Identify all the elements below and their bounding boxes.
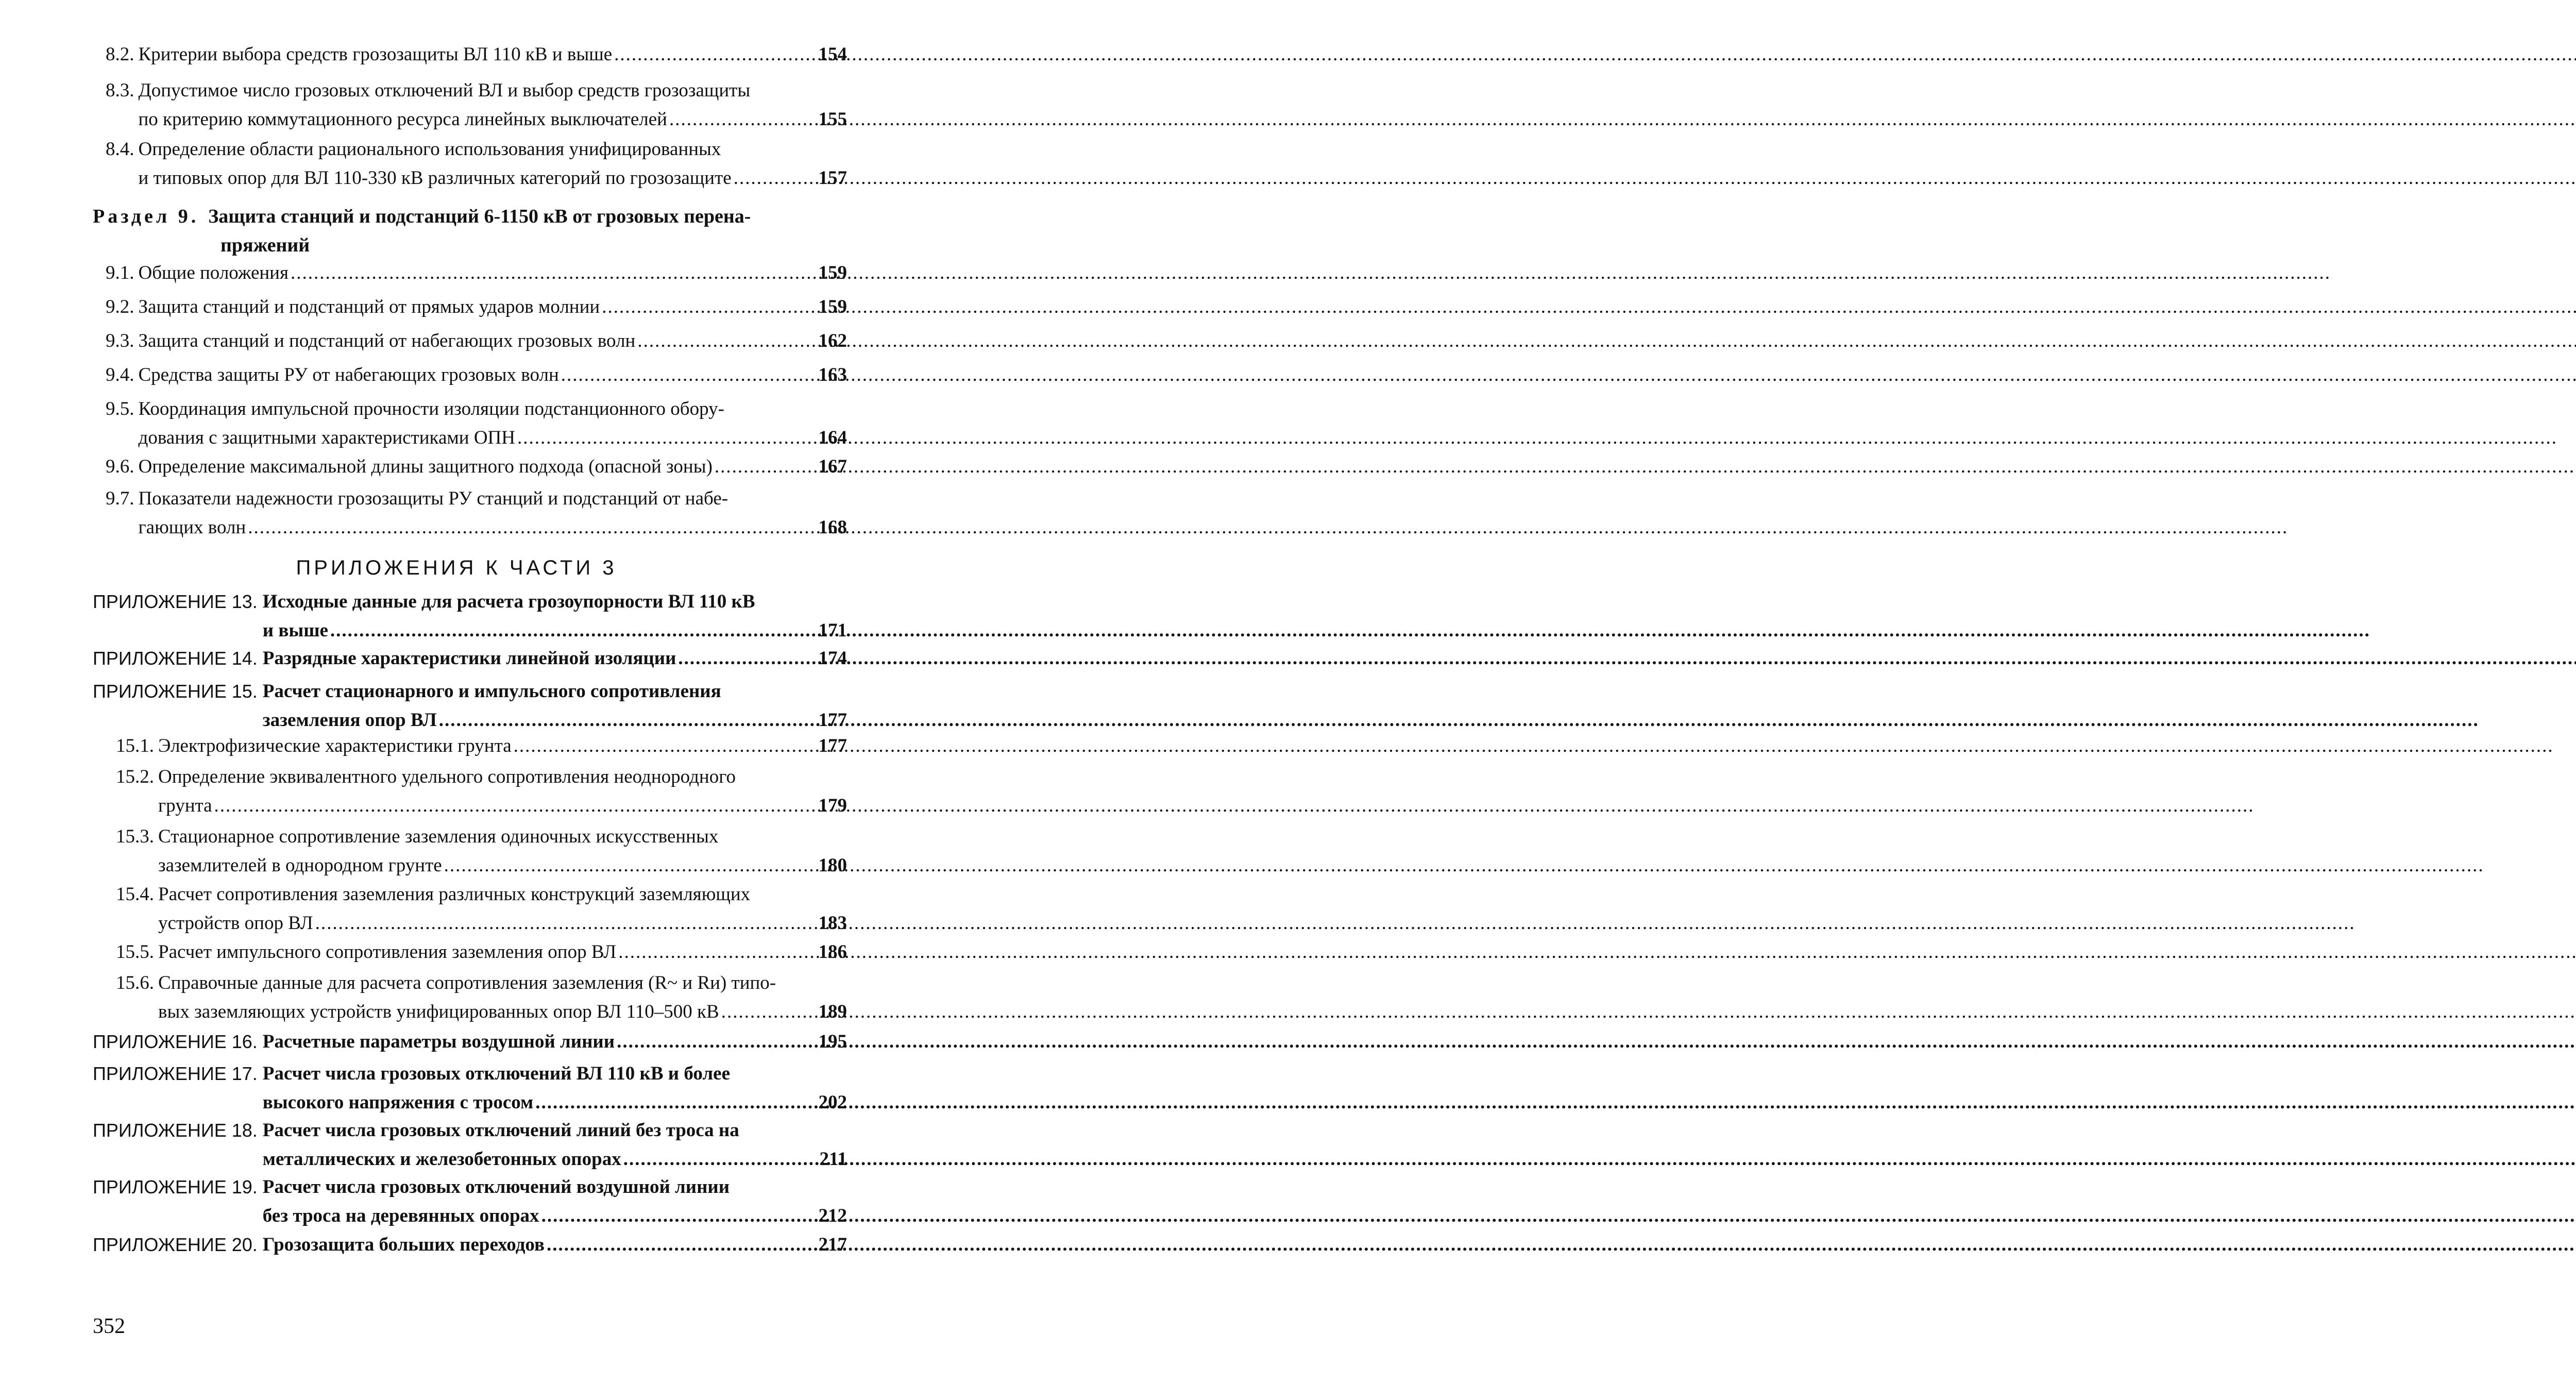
section-title-line2: пряжений [221, 234, 310, 256]
entry-title: Определение эквивалентного удельного сопротивления неоднородного [158, 766, 736, 787]
dot-leader [547, 1230, 817, 1259]
entry-title-continued: устройств опор ВЛ [158, 913, 313, 934]
entry-number: 9.5. [106, 398, 134, 419]
dot-leader [734, 164, 817, 193]
toc-entry-8-3 [106, 76, 847, 134]
appendix-label: ПРИЛОЖЕНИЕ 13. [93, 591, 258, 612]
entry-title-continued: вых заземляющих устройств унифицированных опор ВЛ 110–500 кВ [158, 1001, 719, 1022]
dot-leader [715, 452, 817, 481]
dot-leader [444, 851, 817, 880]
entry-number: 15.3. [116, 826, 154, 847]
appendix-label: ПРИЛОЖЕНИЕ 19. [93, 1176, 258, 1197]
appendix-14 [93, 644, 847, 673]
entry-number: 15.5. [116, 941, 154, 963]
appendix-page: 174 [818, 648, 847, 669]
entry-title: Защита станций и подстанций от прямых ударов молнии [138, 296, 600, 317]
entry-title-continued: дования с защитными характеристиками ОПН [138, 427, 515, 448]
toc-entry-9-6 [106, 452, 847, 481]
section-9-heading [93, 202, 841, 260]
toc-entry-15-4 [116, 880, 847, 938]
entry-page: 186 [818, 941, 847, 963]
entry-title: Средства защиты РУ от набегающих грозовых волн [138, 364, 559, 385]
entry-page: 159 [818, 262, 847, 283]
appendix-label: ПРИЛОЖЕНИЕ 18. [93, 1120, 258, 1141]
appendix-title: Грозозащита больших переходов [262, 1234, 545, 1255]
dot-leader [315, 909, 817, 938]
dot-leader [535, 1088, 816, 1117]
entry-page: 168 [818, 517, 847, 538]
dot-leader [618, 938, 816, 967]
appendix-title-continued: высокого напряжения с тросом [262, 1092, 534, 1113]
dot-leader [721, 998, 817, 1026]
dot-leader [439, 706, 817, 735]
entry-page: 167 [818, 456, 847, 477]
entry-page: 189 [818, 1001, 847, 1022]
toc-entry-9-4 [106, 361, 847, 390]
entry-number: 8.4. [106, 139, 134, 160]
entry-title: Показатели надежности грозозащиты РУ станций и подстанций от набе- [138, 488, 728, 509]
entry-title-continued: гающих волн [138, 517, 246, 538]
appendix-title: Расчет числа грозовых отключений ВЛ 110 кВ и более [262, 1063, 730, 1084]
entry-page: 163 [818, 364, 847, 385]
appendix-title: Расчетные параметры воздушной линии [262, 1031, 615, 1052]
dot-leader [637, 327, 816, 356]
appendix-title-continued: и выше [262, 620, 328, 641]
toc-entry-8-4 [106, 135, 847, 193]
toc-entry-15-1 [116, 732, 847, 761]
entry-number: 15.2. [116, 766, 154, 787]
appendix-page: 212 [818, 1205, 847, 1226]
appendix-page: 202 [818, 1092, 847, 1113]
appendix-page: 171 [818, 620, 847, 641]
entry-title: Определение максимальной длины защитного подхода (опасной зоны) [138, 456, 713, 477]
appendix-page: 177 [818, 710, 847, 731]
entry-number: 8.2. [106, 44, 134, 65]
entry-title: Расчет импульсного сопротивления заземления опор ВЛ [158, 941, 617, 963]
dot-leader [623, 1145, 818, 1174]
toc-entry-9-7 [106, 484, 847, 542]
entry-number: 8.3. [106, 80, 134, 101]
toc-entry-15-3 [116, 822, 847, 880]
entry-title-continued: заземлителей в однородном грунте [158, 855, 442, 876]
dot-leader [214, 791, 817, 820]
entry-page: 177 [818, 735, 847, 756]
dot-leader [614, 40, 816, 69]
appendix-label: ПРИЛОЖЕНИЕ 14. [93, 648, 258, 669]
entry-number: 9.7. [106, 488, 134, 509]
dot-leader [602, 293, 816, 322]
entry-title-continued: грунта [158, 795, 212, 816]
appendix-16 [93, 1027, 847, 1056]
dot-leader [561, 361, 817, 390]
entry-title: Справочные данные для расчета сопротивления заземления (R~ и Rи) типо- [158, 972, 776, 993]
document-page [0, 0, 913, 1400]
dot-leader [330, 616, 817, 645]
entry-title-continued: по критерию коммутационного ресурса линейных выключателей [138, 109, 667, 130]
entry-page: 157 [818, 167, 847, 189]
appendix-page: 217 [818, 1234, 847, 1255]
section-title-line1: Защита станций и подстанций 6-1150 кВ от грозовых перена- [208, 206, 751, 227]
dot-leader [514, 732, 817, 761]
dot-leader [541, 1202, 817, 1230]
entry-title: Координация импульсной прочности изоляции подстанционного обору- [138, 398, 724, 419]
appendix-title: Исходные данные для расчета грозоупорности ВЛ 110 кВ [262, 591, 755, 612]
dot-leader [248, 513, 816, 542]
entry-page: 155 [818, 109, 847, 130]
entry-number: 9.3. [106, 330, 134, 351]
entry-title: Расчет сопротивления заземления различных конструкций заземляющих [158, 884, 751, 905]
entry-title: Критерии выбора средств грозозащиты ВЛ 110 кВ и выше [138, 44, 613, 65]
appendix-15 [93, 677, 847, 735]
entry-page: 162 [818, 330, 847, 351]
appendix-page: 211 [819, 1149, 847, 1170]
dot-leader [617, 1027, 816, 1056]
appendix-label: ПРИЛОЖЕНИЕ 16. [93, 1031, 258, 1052]
entry-number: 9.1. [106, 262, 134, 283]
appendix-title-continued: без троса на деревянных опорах [262, 1205, 539, 1226]
entry-title: Допустимое число грозовых отключений ВЛ и выбор средств грозозащиты [138, 80, 751, 101]
entry-number: 15.1. [116, 735, 154, 756]
entry-number: 9.4. [106, 364, 134, 385]
dot-leader [517, 424, 817, 452]
appendix-17 [93, 1059, 847, 1117]
entry-title-continued: и типовых опор для ВЛ 110-330 кВ различных категорий по грозозащите [138, 167, 732, 189]
toc-entry-8-2 [106, 40, 847, 69]
entry-title: Электрофизические характеристики грунта [158, 735, 512, 756]
appendix-20 [93, 1230, 847, 1259]
entry-number: 9.6. [106, 456, 134, 477]
page-number: 352 [93, 1314, 125, 1338]
appendix-label: ПРИЛОЖЕНИЕ 17. [93, 1063, 258, 1084]
appendix-title: Расчет числа грозовых отключений линий без троса на [262, 1120, 739, 1141]
appendix-page: 195 [818, 1031, 847, 1052]
dot-leader [678, 644, 816, 673]
entry-page: 154 [818, 44, 847, 65]
entry-page: 159 [818, 296, 847, 317]
appendix-18 [93, 1116, 847, 1174]
appendix-label: ПРИЛОЖЕНИЕ 20. [93, 1234, 258, 1255]
entry-number: 15.6. [116, 972, 154, 993]
section-label: Раздел 9. [93, 206, 199, 227]
entry-title: Определение области рационального использования унифицированных [138, 139, 721, 160]
appendix-title-continued: заземления опор ВЛ [262, 710, 437, 731]
appendix-title-continued: металлических и железобетонных опорах [262, 1149, 621, 1170]
entry-page: 180 [818, 855, 847, 876]
dot-leader [291, 259, 817, 288]
appendix-title: Расчет стационарного и импульсного сопротивления [262, 681, 721, 702]
entry-page: 164 [818, 427, 847, 448]
entry-title: Стационарное сопротивление заземления одиночных искусственных [158, 826, 719, 847]
appendix-title: Расчет числа грозовых отключений воздушной линии [262, 1176, 730, 1197]
entry-page: 183 [818, 913, 847, 934]
appendix-title: Разрядные характеристики линейной изоляции [262, 648, 676, 669]
appendix-19 [93, 1173, 847, 1230]
toc-entry-9-3 [106, 327, 847, 356]
appendices-heading: ПРИЛОЖЕНИЯ К ЧАСТИ 3 [296, 556, 617, 579]
entry-page: 179 [818, 795, 847, 816]
appendix-label: ПРИЛОЖЕНИЕ 15. [93, 681, 258, 702]
entry-title: Защита станций и подстанций от набегающих грозовых волн [138, 330, 636, 351]
entry-title: Общие положения [138, 262, 289, 283]
entry-number: 9.2. [106, 296, 134, 317]
toc-entry-15-5 [116, 938, 847, 967]
toc-entry-9-2 [106, 293, 847, 322]
toc-entry-9-5 [106, 395, 847, 452]
entry-number: 15.4. [116, 884, 154, 905]
appendix-13 [93, 587, 847, 645]
toc-entry-9-1 [106, 259, 847, 288]
dot-leader [669, 105, 817, 134]
toc-entry-15-6 [116, 969, 847, 1026]
toc-entry-15-2 [116, 763, 847, 820]
